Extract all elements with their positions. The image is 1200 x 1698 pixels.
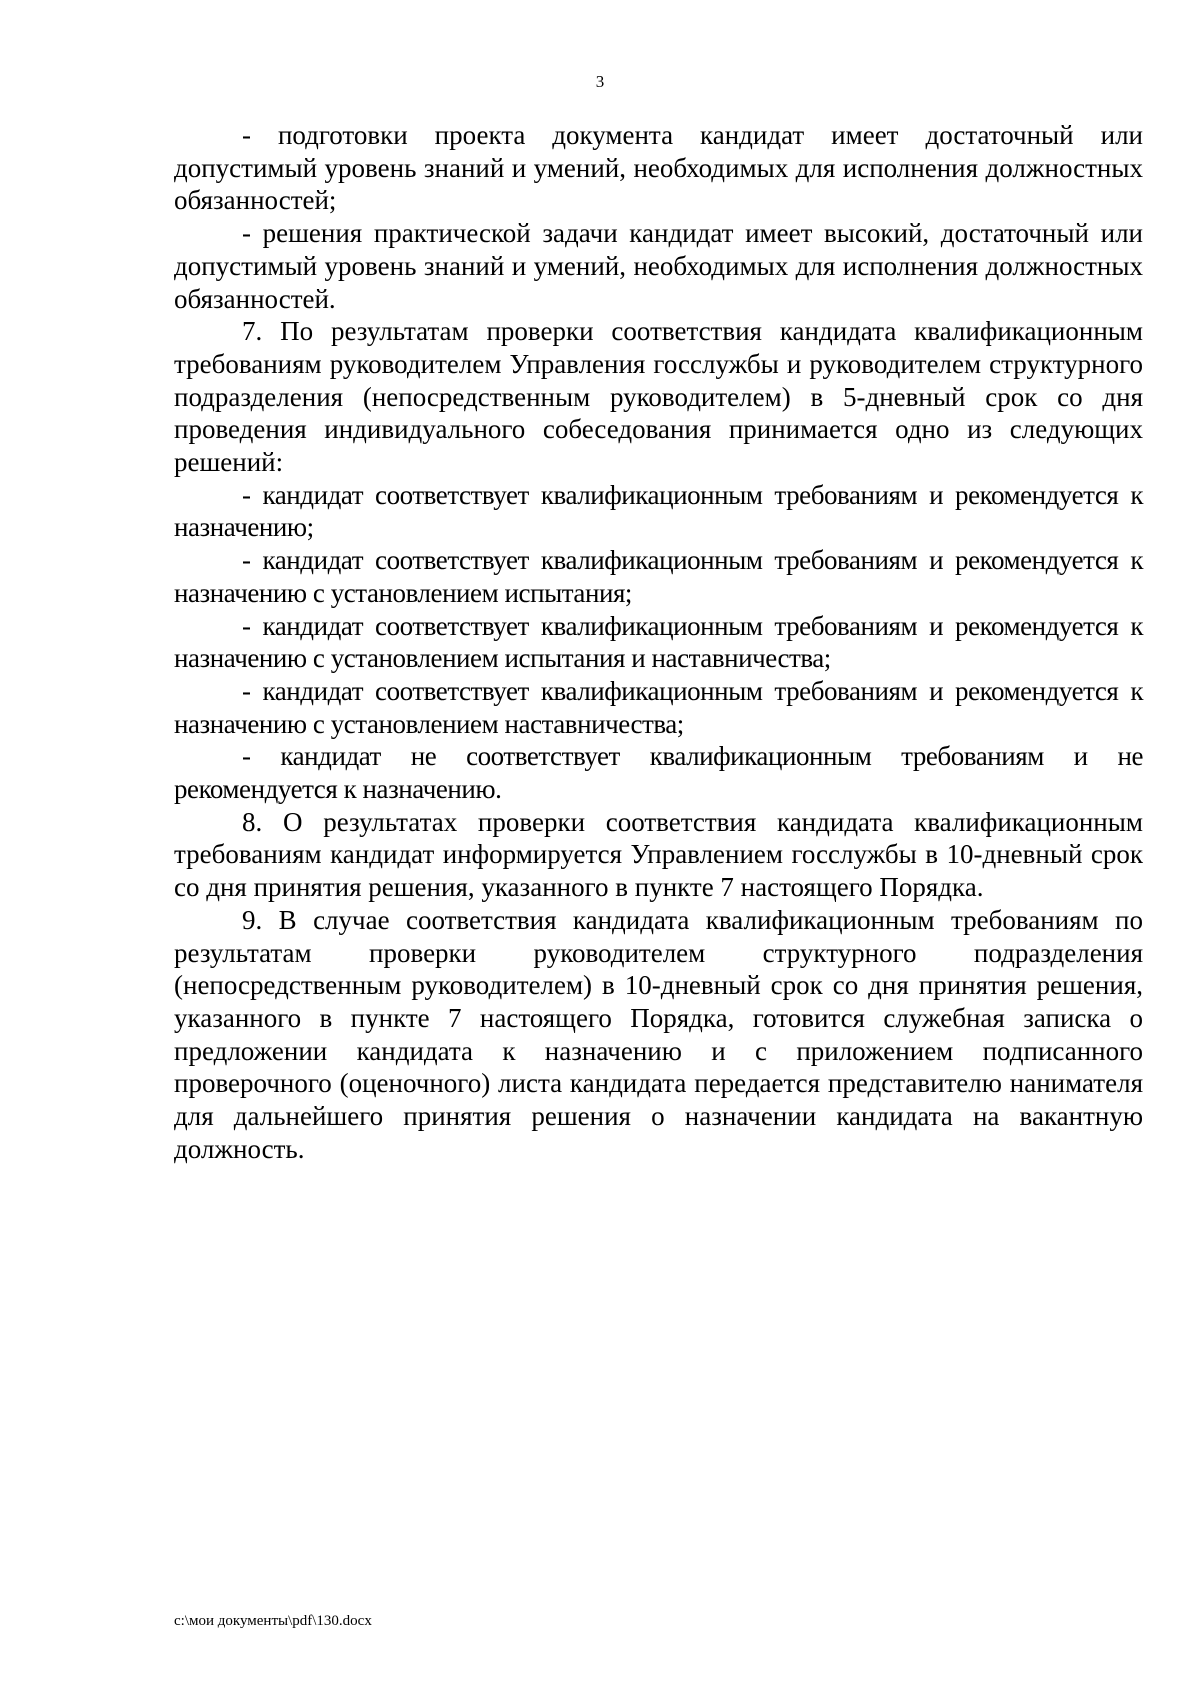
paragraph-decision-with-probation-and-mentoring: - кандидат соответствует квалификационным требованиям и рекомендуется к назначению с установлением испытания и наставничества; bbox=[174, 610, 1143, 674]
paragraph-decision-not-recommended: - кандидат не соответствует квалификационным требованиям и не рекомендуется к назначению. bbox=[174, 741, 1143, 805]
paragraph-decision-with-mentoring: - кандидат соответствует квалификационным требованиям и рекомендуется к назначению с установлением наставничества; bbox=[174, 675, 1143, 739]
paragraph-decision-recommended: - кандидат соответствует квалификационным требованиям и рекомендуется к назначению; bbox=[174, 479, 1143, 543]
paragraph-clause-9: 9. В случае соответствия кандидата квалификационным требованиям по результатам проверки руководителем структурного подразделения (непосредственным руководителем) в 10-дневный срок со дня принятия решения, указанного в пункте 7 настоящего Порядка, готовится служебная записка о предложении кандидата к назначению и с приложением подписанного проверочного (оценочного) листа кандидата передается представителю нанимателя для дальнейшего принятия решения о назначении кандидата на вакантную должность. bbox=[174, 904, 1143, 1164]
paragraph-clause-8: 8. О результатах проверки соответствия кандидата квалификационным требованиям кандидат информируется Управлением госслужбы в 10-дневный срок со дня принятия решения, указанного в пункте 7 настоящего Порядка. bbox=[174, 806, 1143, 903]
page-number: 3 bbox=[595, 72, 605, 91]
paragraph-criterion-document-draft: - подготовки проекта документа кандидат имеет достаточный или допустимый уровень знаний и умений, необходимых для исполнения должностных обязанностей; bbox=[174, 120, 1143, 216]
paragraph-decision-with-probation: - кандидат соответствует квалификационным требованиям и рекомендуется к назначению с установлением испытания; bbox=[174, 545, 1143, 608]
footer-file-path: c:\мои документы\pdf\130.docx bbox=[174, 1613, 372, 1629]
document-body bbox=[174, 119, 1143, 1166]
paragraph-clause-7: 7. По результатам проверки соответствия кандидата квалификационным требованиям руководителем Управления госслужбы и руководителем структурного подразделения (непосредственным руководителем) в 5-дневный срок со дня проведения индивидуального собеседования принимается одно из следующих решений: bbox=[174, 316, 1143, 478]
paragraph-criterion-practical-task: - решения практической задачи кандидат имеет высокий, достаточный или допустимый уровень знаний и умений, необходимых для исполнения должностных обязанностей. bbox=[174, 218, 1143, 314]
